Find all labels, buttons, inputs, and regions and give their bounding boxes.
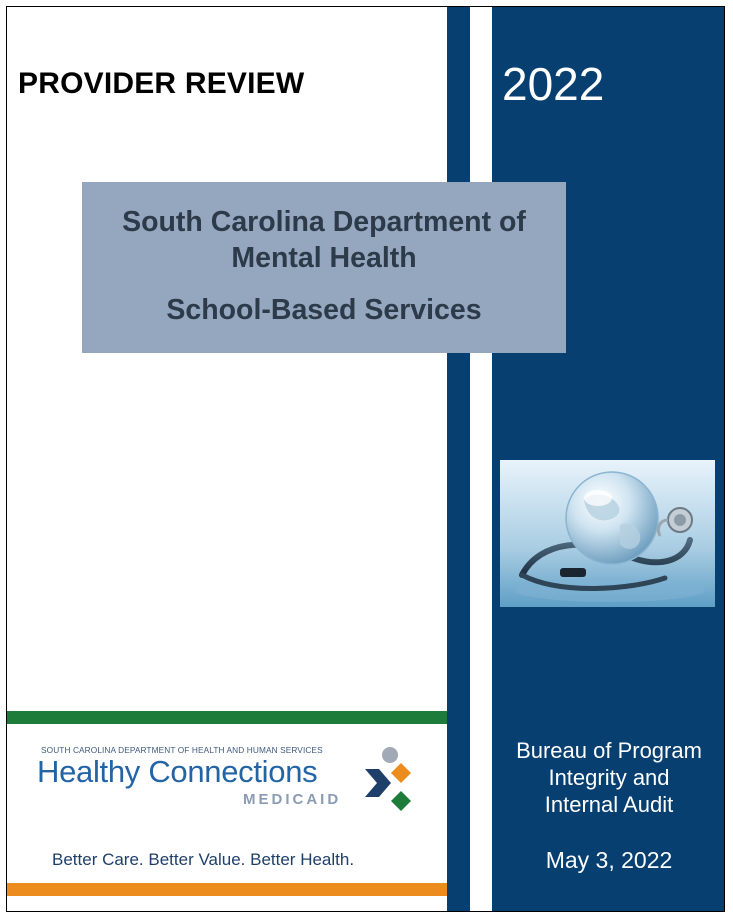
report-year: 2022 [502, 58, 605, 110]
healthy-connections-logo-icon [357, 745, 417, 815]
globe-stethoscope-photo [500, 460, 715, 607]
navy-stripe [447, 7, 470, 911]
bureau-line-2: Integrity and [548, 765, 670, 790]
organization-box [82, 182, 566, 353]
bureau-line-1: Bureau of Program [516, 738, 702, 763]
tagline: Better Care. Better Value. Better Health. [52, 850, 355, 869]
report-title: PROVIDER REVIEW [18, 67, 305, 100]
orange-divider [7, 883, 447, 896]
organization-line-2: Mental Health [231, 242, 417, 274]
bureau-name [498, 737, 720, 818]
logo-name: Healthy Connections [37, 754, 318, 789]
green-divider [7, 711, 447, 724]
logo-program: MEDICAID [243, 791, 342, 808]
bureau-line-3: Internal Audit [544, 792, 674, 817]
organization-line-3: School-Based Services [166, 294, 482, 326]
report-date: May 3, 2022 [545, 847, 673, 873]
organization-line-1: South Carolina Department of [122, 206, 526, 238]
report-cover [6, 6, 725, 912]
logo-subtitle: SOUTH CAROLINA DEPARTMENT OF HEALTH AND HUMAN SERVICES [41, 745, 323, 755]
